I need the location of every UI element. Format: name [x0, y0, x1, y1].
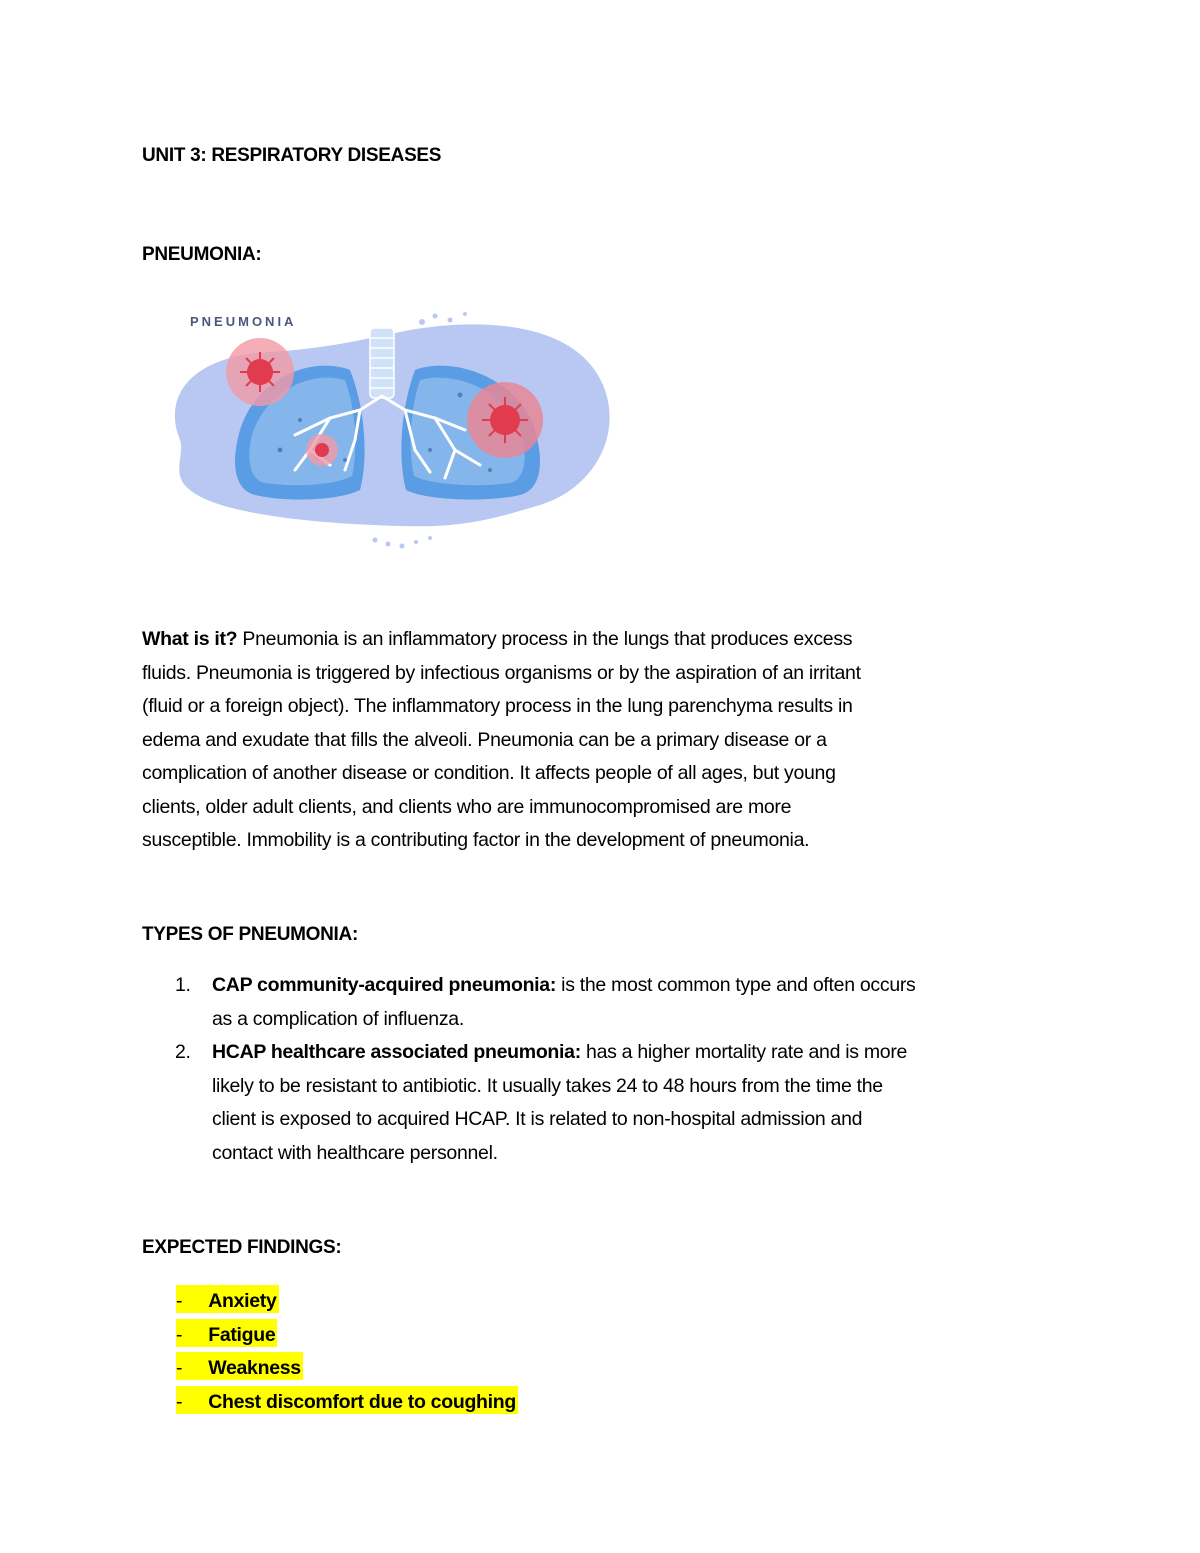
virus-right — [467, 382, 543, 458]
virus-top-left — [226, 338, 294, 406]
bullet-dash: - — [176, 1357, 183, 1379]
list-item: 1. CAP community-acquired pneumonia: is the most common type and often occurs as a complication of influenza. — [142, 969, 1102, 1036]
paragraph-line: What is it? Pneumonia is an inflammatory process in the lungs that produces excess — [142, 628, 853, 650]
bullet-dash: - — [176, 1290, 183, 1312]
figure-label: PNEUMONIA — [190, 314, 297, 329]
pneumonia-illustration — [160, 300, 610, 560]
paragraph-line: (fluid or a foreign object). The inflammatory process in the lung parenchyma results in — [142, 695, 853, 717]
section-heading-pneumonia: PNEUMONIA: — [142, 244, 262, 265]
type-term: CAP community-acquired pneumonia: — [212, 974, 557, 996]
type-term: HCAP healthcare associated pneumonia: — [212, 1041, 581, 1063]
trachea — [370, 328, 394, 398]
paragraph-line: clients, older adult clients, and clients who are immunocompromised are more — [142, 795, 792, 818]
finding-text: Anxiety — [208, 1290, 277, 1312]
definition-paragraph — [142, 623, 1022, 858]
paragraph-line: edema and exudate that fills the alveoli. Pneumonia can be a primary disease or a — [142, 728, 827, 751]
virus-center-left — [306, 434, 338, 466]
types-list — [142, 969, 1102, 1170]
list-number: 1. — [175, 974, 191, 996]
bullet-dash: - — [176, 1323, 183, 1346]
list-item: 2. HCAP healthcare associated pneumonia: has a higher mortality rate and is more likely to be resistant to antibiotic. It usually takes 24 to 48 hours from the time the client is exposed to acquired HCAP. It is related to non-hospital admission and contact with healthcare personnel. — [142, 1036, 1102, 1170]
unit-title: UNIT 3: RESPIRATORY DISEASES — [142, 145, 442, 166]
finding-text: Fatigue — [208, 1323, 276, 1346]
types-heading: TYPES OF PNEUMONIA: — [142, 924, 358, 945]
paragraph-line: susceptible. Immobility is a contributing factor in the development of pneumonia. — [142, 829, 810, 851]
finding-text: Weakness — [208, 1357, 301, 1379]
paragraph-lead: What is it? — [142, 628, 238, 650]
finding-text: Chest discomfort due to coughing — [208, 1390, 517, 1413]
paragraph-line: complication of another disease or condition. It affects people of all ages, but young — [142, 762, 836, 784]
list-number: 2. — [175, 1041, 191, 1063]
findings-heading: EXPECTED FINDINGS: — [142, 1237, 342, 1258]
paragraph-line: fluids. Pneumonia is triggered by infectious organisms or by the aspiration of an irritant — [142, 661, 861, 684]
bullet-dash: - — [176, 1390, 183, 1413]
